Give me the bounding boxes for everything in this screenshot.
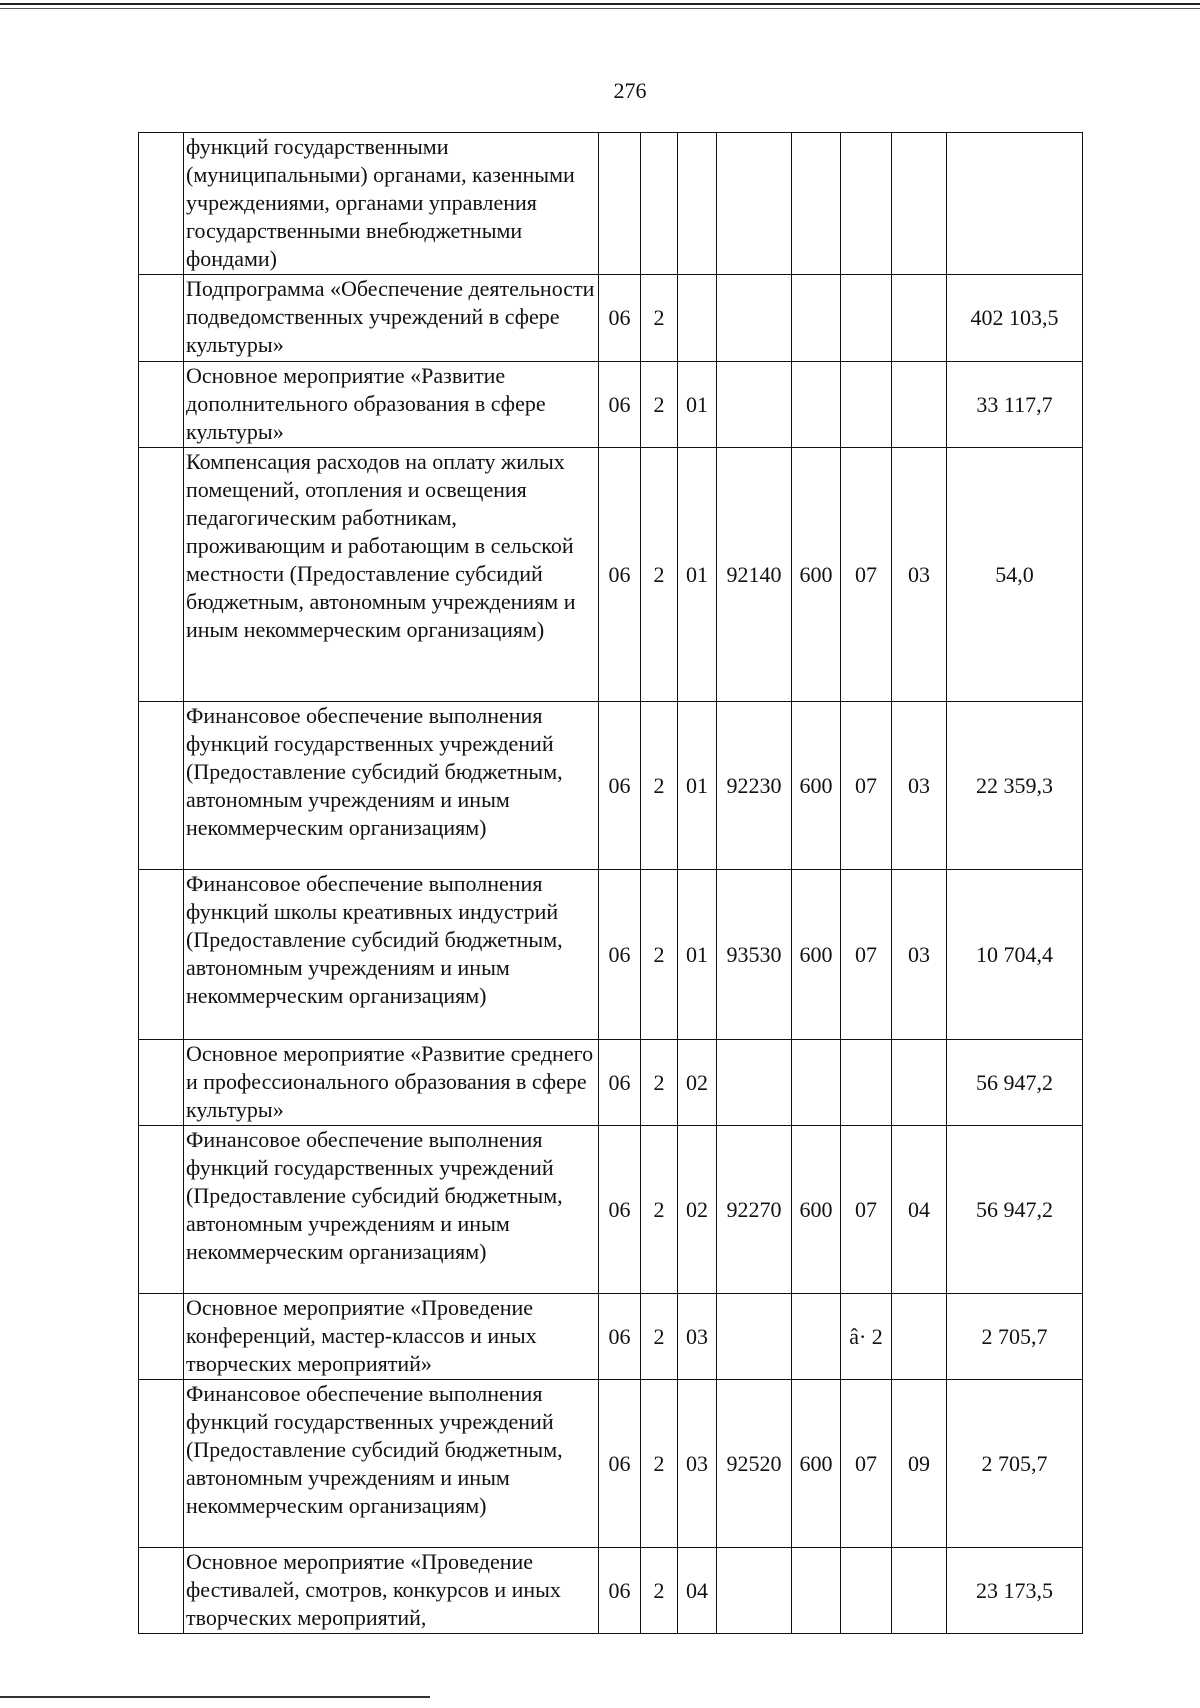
table-row <box>139 1380 1083 1548</box>
code-cell <box>892 275 947 362</box>
amount-cell: 22 359,3 <box>947 702 1083 870</box>
item-name: Компенсация расходов на оплату жилых помещений, отопления и освещения педагогическим работникам, проживающим и работающим в сельской местности (Предоставление субсидий бюджетным, автономным учреждениям и иным некоммерческим организациям) <box>184 448 599 702</box>
code-cell: 03 <box>892 870 947 1040</box>
code-cell: 01 <box>678 870 717 1040</box>
item-name: Финансовое обеспечение выполнения функций школы креативных индустрий (Предоставление субсидий бюджетным, автономным учреждениям и иным некоммерческим организациям) <box>184 870 599 1040</box>
top-border-line-thin <box>0 8 1200 9</box>
code-cell: 600 <box>792 1126 841 1294</box>
code-cell <box>841 275 892 362</box>
code-cell <box>678 133 717 275</box>
page-number: 276 <box>613 78 647 103</box>
code-cell: 2 <box>641 702 678 870</box>
item-name: Основное мероприятие «Развитие дополнительного образования в сфере культуры» <box>184 362 599 448</box>
table-row <box>139 1548 1083 1634</box>
code-cell: 07 <box>841 448 892 702</box>
blank-cell <box>139 133 184 275</box>
item-name: Финансовое обеспечение выполнения функций государственных учреждений (Предоставление субсидий бюджетным, автономным учреждениям и иным некоммерческим организациям) <box>184 1126 599 1294</box>
table-row <box>139 1040 1083 1126</box>
table-row <box>139 870 1083 1040</box>
code-cell: 93530 <box>717 870 792 1040</box>
code-cell <box>717 1294 792 1380</box>
code-cell: 09 <box>892 1380 947 1548</box>
code-cell: 600 <box>792 870 841 1040</box>
code-cell <box>792 1548 841 1634</box>
code-cell: 07 <box>841 1380 892 1548</box>
code-cell: 06 <box>599 275 641 362</box>
code-cell: 06 <box>599 1040 641 1126</box>
code-cell <box>892 133 947 275</box>
blank-cell <box>139 870 184 1040</box>
code-cell: 01 <box>678 362 717 448</box>
code-cell: 07 <box>841 1126 892 1294</box>
code-cell: 600 <box>792 1380 841 1548</box>
code-cell: 92140 <box>717 448 792 702</box>
code-cell: 01 <box>678 448 717 702</box>
code-cell <box>792 1040 841 1126</box>
blank-cell <box>139 1126 184 1294</box>
code-cell <box>717 1548 792 1634</box>
code-cell <box>717 362 792 448</box>
table-row <box>139 702 1083 870</box>
code-cell: 2 <box>641 1040 678 1126</box>
code-cell <box>841 362 892 448</box>
code-cell <box>717 133 792 275</box>
amount-cell: 402 103,5 <box>947 275 1083 362</box>
code-cell: 06 <box>599 702 641 870</box>
code-cell: 06 <box>599 1548 641 1634</box>
code-cell: 600 <box>792 702 841 870</box>
code-cell: 07 <box>841 702 892 870</box>
code-cell: 2 <box>641 1548 678 1634</box>
code-cell: 06 <box>599 1294 641 1380</box>
amount-cell <box>947 133 1083 275</box>
code-cell: 06 <box>599 362 641 448</box>
blank-cell <box>139 1548 184 1634</box>
code-cell: 03 <box>678 1380 717 1548</box>
code-cell <box>892 1294 947 1380</box>
item-name: Финансовое обеспечение выполнения функций государственных учреждений (Предоставление субсидий бюджетным, автономным учреждениям и иным некоммерческим организациям) <box>184 702 599 870</box>
code-cell: 02 <box>678 1040 717 1126</box>
item-name: Финансовое обеспечение выполнения функций государственных учреждений (Предоставление субсидий бюджетным, автономным учреждениям и иным некоммерческим организациям) <box>184 1380 599 1548</box>
bottom-border-line <box>0 1696 430 1698</box>
item-name: Подпрограмма «Обеспечение деятельности подведомственных учреждений в сфере культуры» <box>184 275 599 362</box>
code-cell: 92230 <box>717 702 792 870</box>
blank-cell <box>139 448 184 702</box>
code-cell: 2 <box>641 1126 678 1294</box>
item-name: Основное мероприятие «Проведение конференций, мастер-классов и иных творческих мероприятий» <box>184 1294 599 1380</box>
table-row <box>139 133 1083 275</box>
amount-cell: 54,0 <box>947 448 1083 702</box>
code-cell: 06 <box>599 1126 641 1294</box>
blank-cell <box>139 362 184 448</box>
code-cell: 06 <box>599 870 641 1040</box>
table-body <box>139 133 1083 1634</box>
code-cell <box>841 1548 892 1634</box>
code-cell: 02 <box>678 1126 717 1294</box>
code-cell: 92270 <box>717 1126 792 1294</box>
code-cell: 92520 <box>717 1380 792 1548</box>
blank-cell <box>139 1294 184 1380</box>
table-row <box>139 448 1083 702</box>
amount-cell: 10 704,4 <box>947 870 1083 1040</box>
code-cell: 600 <box>792 448 841 702</box>
table-row <box>139 275 1083 362</box>
code-cell <box>792 133 841 275</box>
code-cell <box>892 1040 947 1126</box>
code-cell: 2 <box>641 1294 678 1380</box>
amount-cell: 23 173,5 <box>947 1548 1083 1634</box>
code-cell: 04 <box>892 1126 947 1294</box>
code-cell <box>678 275 717 362</box>
code-cell: 2 <box>641 362 678 448</box>
code-cell <box>792 275 841 362</box>
blank-cell <box>139 1040 184 1126</box>
item-name: Основное мероприятие «Проведение фестивалей, смотров, конкурсов и иных творческих мероприятий, <box>184 1548 599 1634</box>
code-cell <box>717 1040 792 1126</box>
top-border-line <box>0 3 1200 5</box>
code-cell: 2 <box>641 448 678 702</box>
amount-cell: 56 947,2 <box>947 1126 1083 1294</box>
code-cell: 06 <box>599 448 641 702</box>
item-name: функций государственными (муниципальными) органами, казенными учреждениями, органами управления государственными внебюджетными фондами) <box>184 133 599 275</box>
blank-cell <box>139 275 184 362</box>
blank-cell <box>139 1380 184 1548</box>
code-cell <box>841 133 892 275</box>
code-cell: 01 <box>678 702 717 870</box>
code-cell: 03 <box>678 1294 717 1380</box>
code-cell <box>599 133 641 275</box>
code-cell <box>892 1548 947 1634</box>
code-cell <box>792 362 841 448</box>
blank-cell <box>139 702 184 870</box>
code-cell <box>641 133 678 275</box>
budget-table <box>138 132 1083 1634</box>
code-cell: 2 <box>641 275 678 362</box>
amount-cell: 2 705,7 <box>947 1294 1083 1380</box>
code-cell: 03 <box>892 702 947 870</box>
amount-cell: 33 117,7 <box>947 362 1083 448</box>
table-row <box>139 1294 1083 1380</box>
amount-cell: 2 705,7 <box>947 1380 1083 1548</box>
code-cell: 2 <box>641 1380 678 1548</box>
code-cell: â· 2 <box>841 1294 892 1380</box>
code-cell: 06 <box>599 1380 641 1548</box>
code-cell <box>841 1040 892 1126</box>
item-name: Основное мероприятие «Развитие среднего и профессионального образования в сфере культуры» <box>184 1040 599 1126</box>
table-row <box>139 362 1083 448</box>
table-row <box>139 1126 1083 1294</box>
code-cell: 04 <box>678 1548 717 1634</box>
code-cell: 2 <box>641 870 678 1040</box>
code-cell <box>792 1294 841 1380</box>
code-cell: 07 <box>841 870 892 1040</box>
code-cell <box>717 275 792 362</box>
code-cell: 03 <box>892 448 947 702</box>
code-cell <box>892 362 947 448</box>
amount-cell: 56 947,2 <box>947 1040 1083 1126</box>
